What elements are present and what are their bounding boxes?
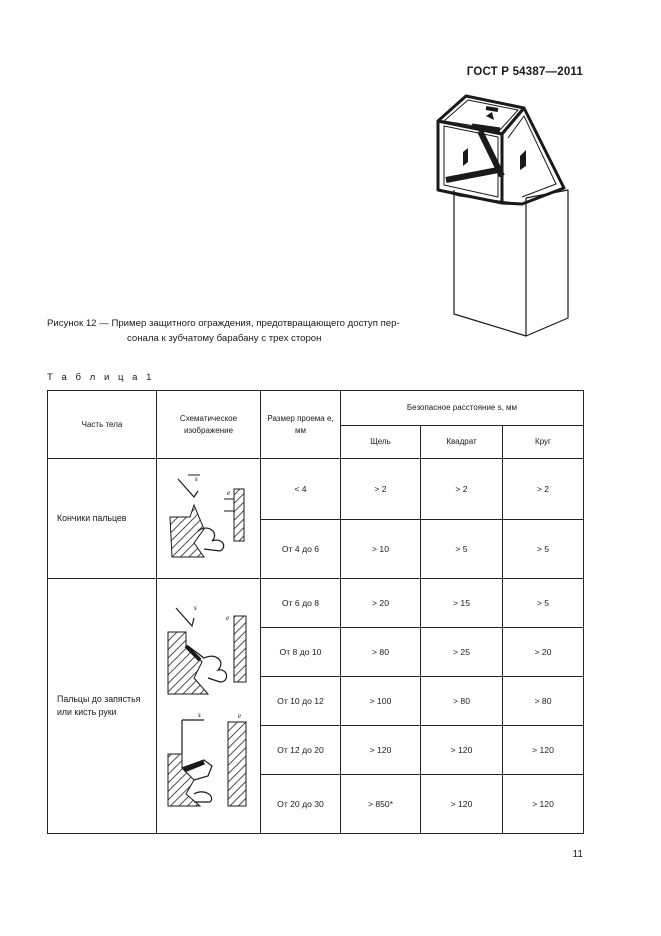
guard-enclosure-figure (428, 86, 578, 342)
table-row (48, 579, 584, 628)
header-body-part: Часть тела (48, 391, 157, 459)
svg-text:e: e (237, 712, 241, 720)
slot-cell: > 20 (341, 579, 421, 628)
figure-caption-line-2: сонала к зубчатому барабану с трех сторон (127, 333, 322, 344)
circle-cell: > 2 (503, 459, 584, 520)
body-part-cell: Кончики пальцев (48, 459, 157, 579)
square-cell: > 2 (421, 459, 503, 520)
fingertip-schematic (164, 471, 254, 567)
slot-cell: > 850* (341, 775, 421, 834)
square-cell: > 80 (421, 677, 503, 726)
svg-text:e: e (225, 614, 229, 622)
opening-cell: От 12 до 20 (261, 726, 341, 775)
circle-cell: > 120 (503, 775, 584, 834)
safety-distance-table-container (47, 390, 583, 834)
figure-caption (47, 316, 437, 346)
hand-schematic (164, 710, 254, 810)
slot-cell: > 100 (341, 677, 421, 726)
header-square: Квадрат (421, 426, 503, 459)
circle-cell: > 5 (503, 579, 584, 628)
square-cell: > 25 (421, 628, 503, 677)
standard-header: ГОСТ Р 54387—2011 (466, 66, 583, 78)
opening-cell: < 4 (261, 459, 341, 520)
svg-text:s: s (194, 474, 198, 483)
opening-cell: От 8 до 10 (261, 628, 341, 677)
header-opening-size: Размер проема е, мм (261, 391, 341, 459)
square-cell: > 120 (421, 726, 503, 775)
slot-cell: > 2 (341, 459, 421, 520)
circle-cell: > 120 (503, 726, 584, 775)
body-part-cell: Пальцы до запястья или кисть руки (48, 579, 157, 834)
header-slot: Щель (341, 426, 421, 459)
schematic-cell (157, 579, 261, 834)
slot-cell: > 80 (341, 628, 421, 677)
page-number: 11 (572, 849, 583, 860)
schematic-cell (157, 459, 261, 579)
slot-cell: > 120 (341, 726, 421, 775)
finger-schematic (164, 602, 254, 702)
header-circle: Круг (503, 426, 584, 459)
table-label: Т а б л и ц а 1 (47, 372, 155, 383)
header-safe-distance: Безопасное расстояние s, мм (341, 391, 584, 426)
opening-cell: От 10 до 12 (261, 677, 341, 726)
square-cell: > 5 (421, 520, 503, 579)
slot-cell: > 10 (341, 520, 421, 579)
opening-cell: От 20 до 30 (261, 775, 341, 834)
square-cell: > 120 (421, 775, 503, 834)
circle-cell: > 5 (503, 520, 584, 579)
square-cell: > 15 (421, 579, 503, 628)
header-schematic: Схематическое изображение (157, 391, 261, 459)
guard-enclosure-drawing (428, 86, 578, 342)
circle-cell: > 20 (503, 628, 584, 677)
circle-cell: > 80 (503, 677, 584, 726)
opening-cell: От 4 до 6 (261, 520, 341, 579)
table-row (48, 459, 584, 520)
opening-cell: От 6 до 8 (261, 579, 341, 628)
safety-distance-table (47, 390, 584, 834)
svg-text:s: s (197, 711, 201, 719)
svg-text:e: e (226, 488, 230, 497)
svg-text:s: s (193, 604, 197, 612)
figure-caption-line-1: Рисунок 12 — Пример защитного ограждения, предотвращающего доступ пер- (47, 318, 400, 329)
